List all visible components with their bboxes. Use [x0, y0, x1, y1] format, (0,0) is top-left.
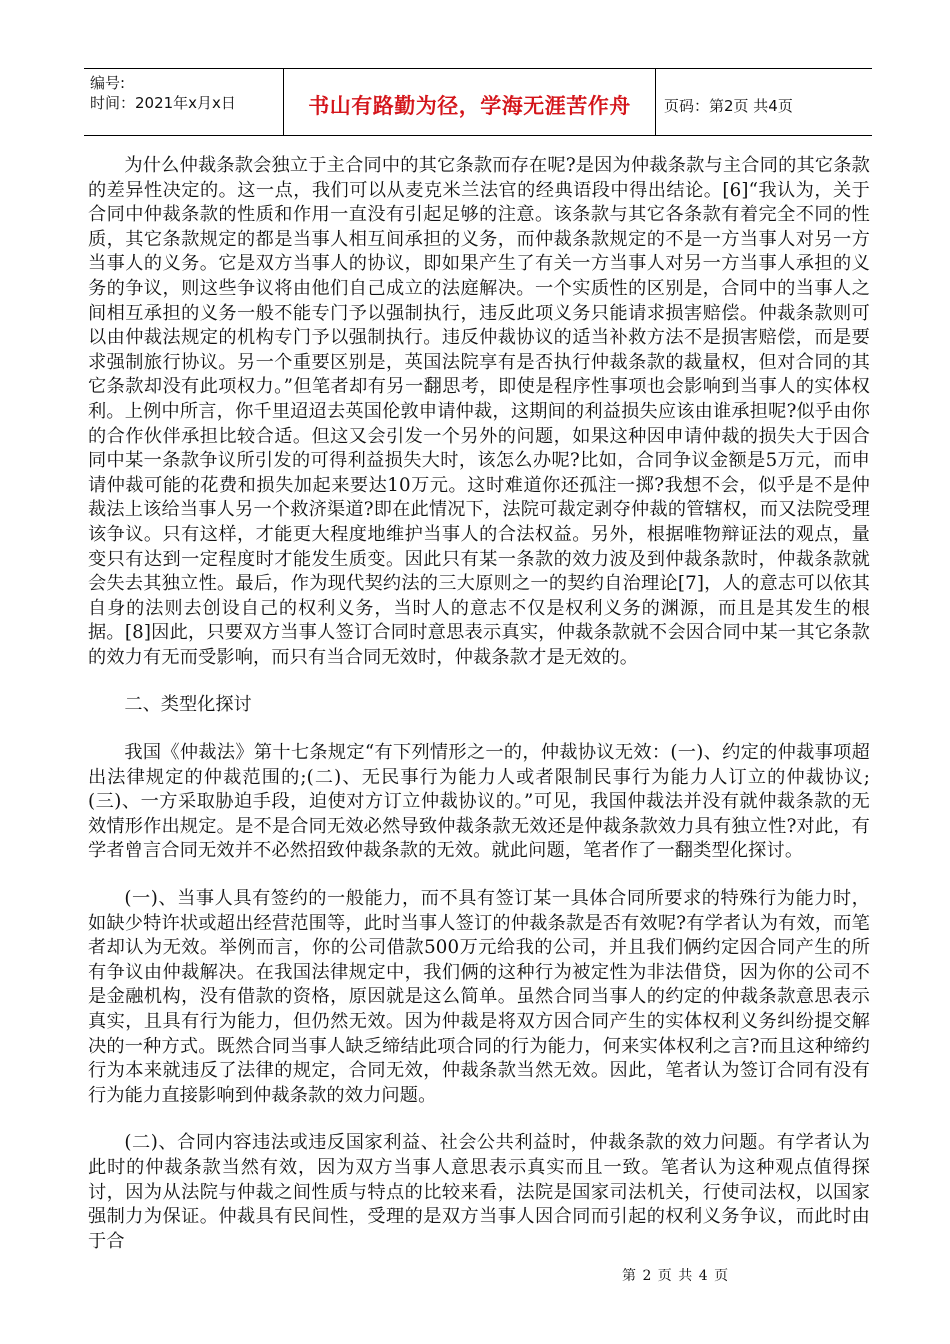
document-body: [88, 154, 870, 1277]
paragraph-2: 我国《仲裁法》第十七条规定“有下列情形之一的，仲裁协议无效：(一)、约定的仲裁事项超出法律规定的仲裁范围的;(二)、无民事行为能力人或者限制民事行为能力人订立的仲裁协议;(三)、一方采取胁迫手段，迫使对方订立仲裁协议的。”可见，我国仲裁法并没有就仲裁条款的无效情形作出规定。是不是合同无效必然导致仲裁条款无效还是仲裁条款效力具有独立性?对此，有学者曾言合同无效并不必然招致仲裁条款的无效。就此问题，笔者作了一翻类型化探讨。: [88, 742, 870, 862]
section-heading: 二、类型化探讨: [124, 694, 252, 716]
number-label: 编号:: [90, 74, 126, 92]
page-footer: 第 2 页 共 4 页: [622, 1268, 730, 1284]
document-header: [84, 68, 872, 136]
paragraph-4: (二)、合同内容违法或违反国家利益、社会公共利益时，仲裁条款的效力问题。有学者认为此时的仲裁条款当然有效，因为双方当事人意思表示真实而且一致。笔者认为这种观点值得探讨，因为从法院与仲裁之间性质与特点的比较来看，法院是国家司法机关，行使司法权，以国家强制力为保证。仲裁具有民间性，受理的是双方当事人因合同而引起的权利义务争议，而此时由于合: [88, 1132, 870, 1252]
header-motto: 书山有路勤为径，学海无涯苦作舟: [284, 69, 656, 135]
paragraph-1: 为什么仲裁条款会独立于主合同中的其它条款而存在呢?是因为仲裁条款与主合同的其它条款的差异性决定的。这一点，我们可以从麦克米兰法官的经典语段中得出结论。[6]“我认为，关于合同中仲裁条款的性质和作用一直没有引起足够的注意。该条款与其它各条款有着完全不同的性质，其它条款规定的都是当事人相互间承担的义务，而仲裁条款规定的不是一方当事人对另一方当事人的义务。它是双方当事人的协议，即如果产生了有关一方当事人对另一方当事人承担的义务的争议，则这些争议将由他们自己成立的法庭解决。一个实质性的区别是，合同中的当事人之间相互承担的义务一般不能专门予以强制执行，违反此项义务只能请求损害赔偿。仲裁条款则可以由仲裁法规定的机构专门予以强制执行。违反仲裁协议的适当补救方法不是损害赔偿，而是要求强制旅行协议。另一个重要区别是，英国法院享有是否执行仲裁条款的裁量权，但对合同的其它条款却没有此项权力。”但笔者却有另一翻思考，即使是程序性事项也会影响到当事人的实体权利。上例中所言，你千里迢迢去英国伦敦申请仲裁，这期间的利益损失应该由谁承担呢?似乎由你的合作伙伴承担比较合适。但这又会引发一个另外的问题，如果这种因申请仲裁的损失大于因合同中某一条款争议所引发的可得利益损失大时，该怎么办呢?比如，合同争议金额是5万元，而申请仲裁可能的花费和损失加起来要达10万元。这时难道你还孤注一掷?我想不会，似乎是不是仲裁法上该给当事人另一个救济渠道?即在此情况下，法院可裁定剥夺仲裁的管辖权，而又法院受理该争议。只有这样，才能更大程度地维护当事人的合法权益。另外，根据唯物辩证法的观点，量变只有达到一定程度时才能发生质变。因此只有某一条款的效力波及到仲裁条款时，仲裁条款就会失去其独立性。最后，作为现代契约法的三大原则之一的契约自治理论[7]，人的意志可以依其自身的法则去创设自己的权利义务，当时人的意志不仅是权利义务的渊源，而且是其发生的根据。[8]因此，只要双方当事人签订合同时意思表示真实，仲裁条款就不会因合同中某一其它条款的效力有无而受影响，而只有当合同无效时，仲裁条款才是无效的。: [88, 155, 870, 668]
header-meta: [84, 69, 284, 135]
header-page-info: 页码：第2页 共4页: [664, 96, 793, 115]
paragraph-3: (一)、当事人具有签约的一般能力，而不具有签订某一具体合同所要求的特殊行为能力时，如缺少特许状或超出经营范围等，此时当事人签订的仲裁条款是否有效呢?有学者认为有效，而笔者却认为无效。举例而言，你的公司借款500万元给我的公司，并且我们俩约定因合同产生的所有争议由仲裁解决。在我国法律规定中，我们俩的这种行为被定性为非法借贷，因为你的公司不是金融机构，没有借款的资格，原因就是这么简单。虽然合同当事人的约定的仲裁条款意思表示真实，且具有行为能力，但仍然无效。因为仲裁是将双方因合同产生的实体权利义务纠纷提交解决的一种方式。既然合同当事人缺乏缔结此项合同的行为能力，何来实体权利之言?而且这种缔约行为本来就违反了法律的规定，合同无效，仲裁条款当然无效。因此，笔者认为签订合同有没有行为能力直接影响到仲裁条款的效力问题。: [88, 888, 870, 1106]
time-label: 时间：2021年x月x日: [90, 94, 236, 112]
